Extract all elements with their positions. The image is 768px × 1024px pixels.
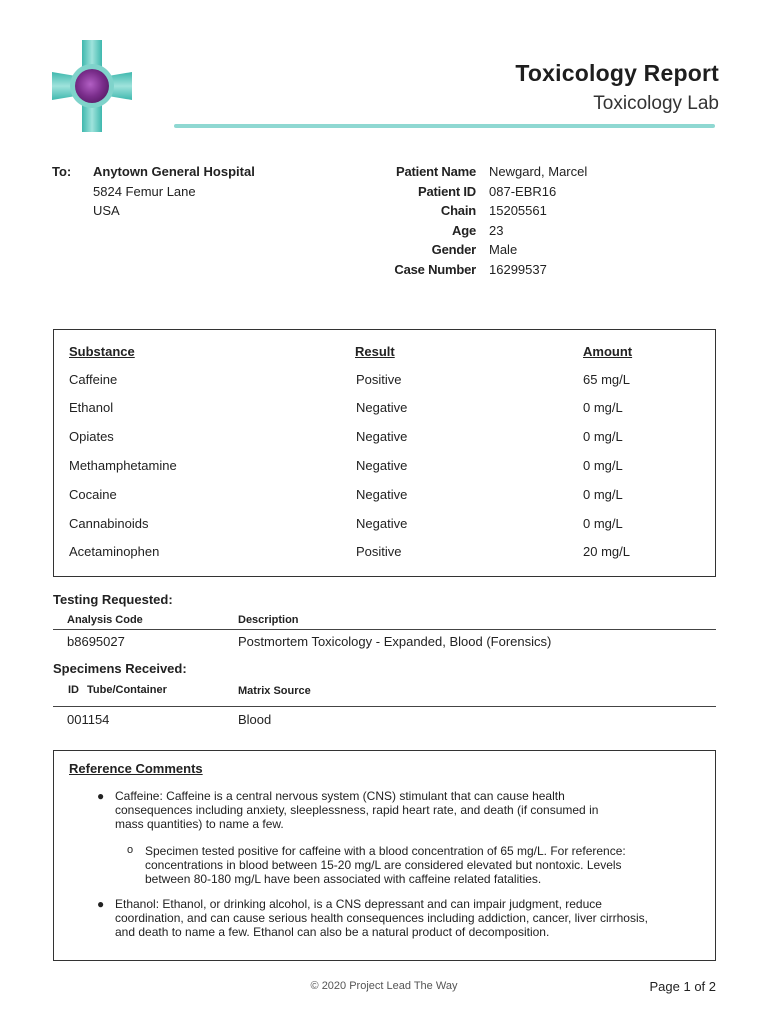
- patient-label: Chain: [440, 203, 476, 219]
- col-header-analysis-code: Analysis Code: [67, 614, 143, 626]
- recipient-address: [93, 162, 255, 221]
- col-header-result: Result: [355, 344, 395, 359]
- substance-cell: Cocaine: [69, 487, 117, 502]
- result-cell: Positive: [356, 544, 402, 559]
- bullet-icon: ●: [97, 789, 105, 803]
- substance-cell: Cannabinoids: [69, 516, 149, 531]
- substance-cell: Methamphetamine: [69, 458, 177, 473]
- patient-row-name: [380, 162, 587, 182]
- caffeine-specimen-comment: Specimen tested positive for caffeine with a blood concentration of 65 mg/L. For reference: concentrations in blood between 15-20 mg/L are considered elevated but nontoxic. Levels between 80-180 mg/L have been associated with caffeine related fatalities.: [145, 844, 626, 886]
- report-subtitle: Toxicology Lab: [593, 93, 719, 114]
- patient-value: 16299537: [489, 261, 547, 277]
- result-cell: Negative: [356, 487, 408, 502]
- testing-divider: [53, 629, 716, 630]
- patient-value: 087-EBR16: [489, 183, 557, 199]
- description-value: Postmortem Toxicology - Expanded, Blood (Forensics): [238, 634, 552, 649]
- ethanol-comment: Ethanol: Ethanol, or drinking alcohol, is a CNS depressant and can impair judgment, reduce coordination, and can cause serious health consequences including addiction, cancer, liver cirrhosis, and death to name a few. Ethanol can also be a natural product of decomposition.: [115, 897, 648, 939]
- substance-cell: Opiates: [69, 429, 114, 444]
- result-cell: Positive: [356, 372, 402, 387]
- specimens-received-title: Specimens Received:: [53, 661, 187, 676]
- col-header-substance: Substance: [69, 344, 135, 359]
- col-header-description: Description: [238, 614, 299, 626]
- header-divider: [174, 124, 715, 128]
- to-label: To:: [52, 164, 72, 179]
- patient-label: Gender: [431, 242, 476, 258]
- col-header-amount: Amount: [583, 344, 633, 359]
- result-cell: Negative: [356, 458, 408, 473]
- patient-label: Patient Name: [396, 164, 476, 180]
- specimen-id-value: 001154: [67, 712, 110, 727]
- reference-comments-title: Reference Comments: [69, 761, 203, 776]
- testing-requested-title: Testing Requested:: [53, 592, 173, 607]
- specimens-divider: [53, 706, 716, 707]
- report-title: Toxicology Report: [515, 60, 719, 86]
- patient-info: [380, 162, 587, 279]
- substance-cell: Ethanol: [69, 400, 114, 415]
- result-cell: Negative: [356, 429, 408, 444]
- analysis-code-value: b8695027: [67, 634, 125, 649]
- sub-bullet-icon: o: [127, 844, 134, 856]
- recipient-country: USA: [93, 203, 120, 218]
- col-header-tube: Tube/Container: [87, 684, 167, 696]
- patient-value: Newgard, Marcel: [489, 164, 588, 180]
- substance-cell: Caffeine: [69, 372, 118, 387]
- patient-row-id: [380, 182, 587, 202]
- amount-cell: 20 mg/L: [583, 544, 630, 559]
- patient-label: Patient ID: [418, 183, 476, 199]
- amount-cell: 65 mg/L: [583, 372, 630, 387]
- medical-cross-logo-icon: [52, 38, 132, 134]
- recipient-street: 5824 Femur Lane: [93, 183, 196, 199]
- amount-cell: 0 mg/L: [583, 429, 623, 444]
- result-cell: Negative: [356, 400, 408, 415]
- patient-value: 15205561: [489, 203, 547, 219]
- amount-cell: 0 mg/L: [583, 458, 623, 473]
- amount-cell: 0 mg/L: [583, 516, 623, 531]
- col-header-matrix: Matrix Source: [238, 685, 311, 697]
- matrix-source-value: Blood: [238, 712, 272, 727]
- patient-row-chain: [380, 201, 587, 221]
- amount-cell: 0 mg/L: [583, 487, 623, 502]
- patient-row-case-number: [380, 260, 587, 280]
- col-header-id: ID: [68, 684, 79, 696]
- patient-value: Male: [489, 242, 518, 258]
- patient-row-age: [380, 221, 587, 241]
- recipient-name: Anytown General Hospital: [93, 164, 255, 179]
- results-table: [53, 329, 716, 577]
- patient-label: Age: [452, 222, 476, 238]
- bullet-icon: ●: [97, 897, 105, 911]
- page-number: Page 1 of 2: [649, 979, 716, 994]
- caffeine-comment: Caffeine: Caffeine is a central nervous system (CNS) stimulant that can cause health consequences including anxiety, sleeplessness, rapid heart rate, and death (if consumed in mass quantities) to name a few.: [115, 789, 599, 831]
- amount-cell: 0 mg/L: [583, 400, 623, 415]
- footer-copyright: © 2020 Project Lead The Way: [310, 980, 458, 992]
- result-cell: Negative: [356, 516, 408, 531]
- patient-row-gender: [380, 240, 587, 260]
- substance-cell: Acetaminophen: [69, 544, 160, 559]
- patient-label: Case Number: [394, 261, 476, 277]
- patient-value: 23: [489, 222, 504, 238]
- reference-comments-box: [53, 750, 716, 961]
